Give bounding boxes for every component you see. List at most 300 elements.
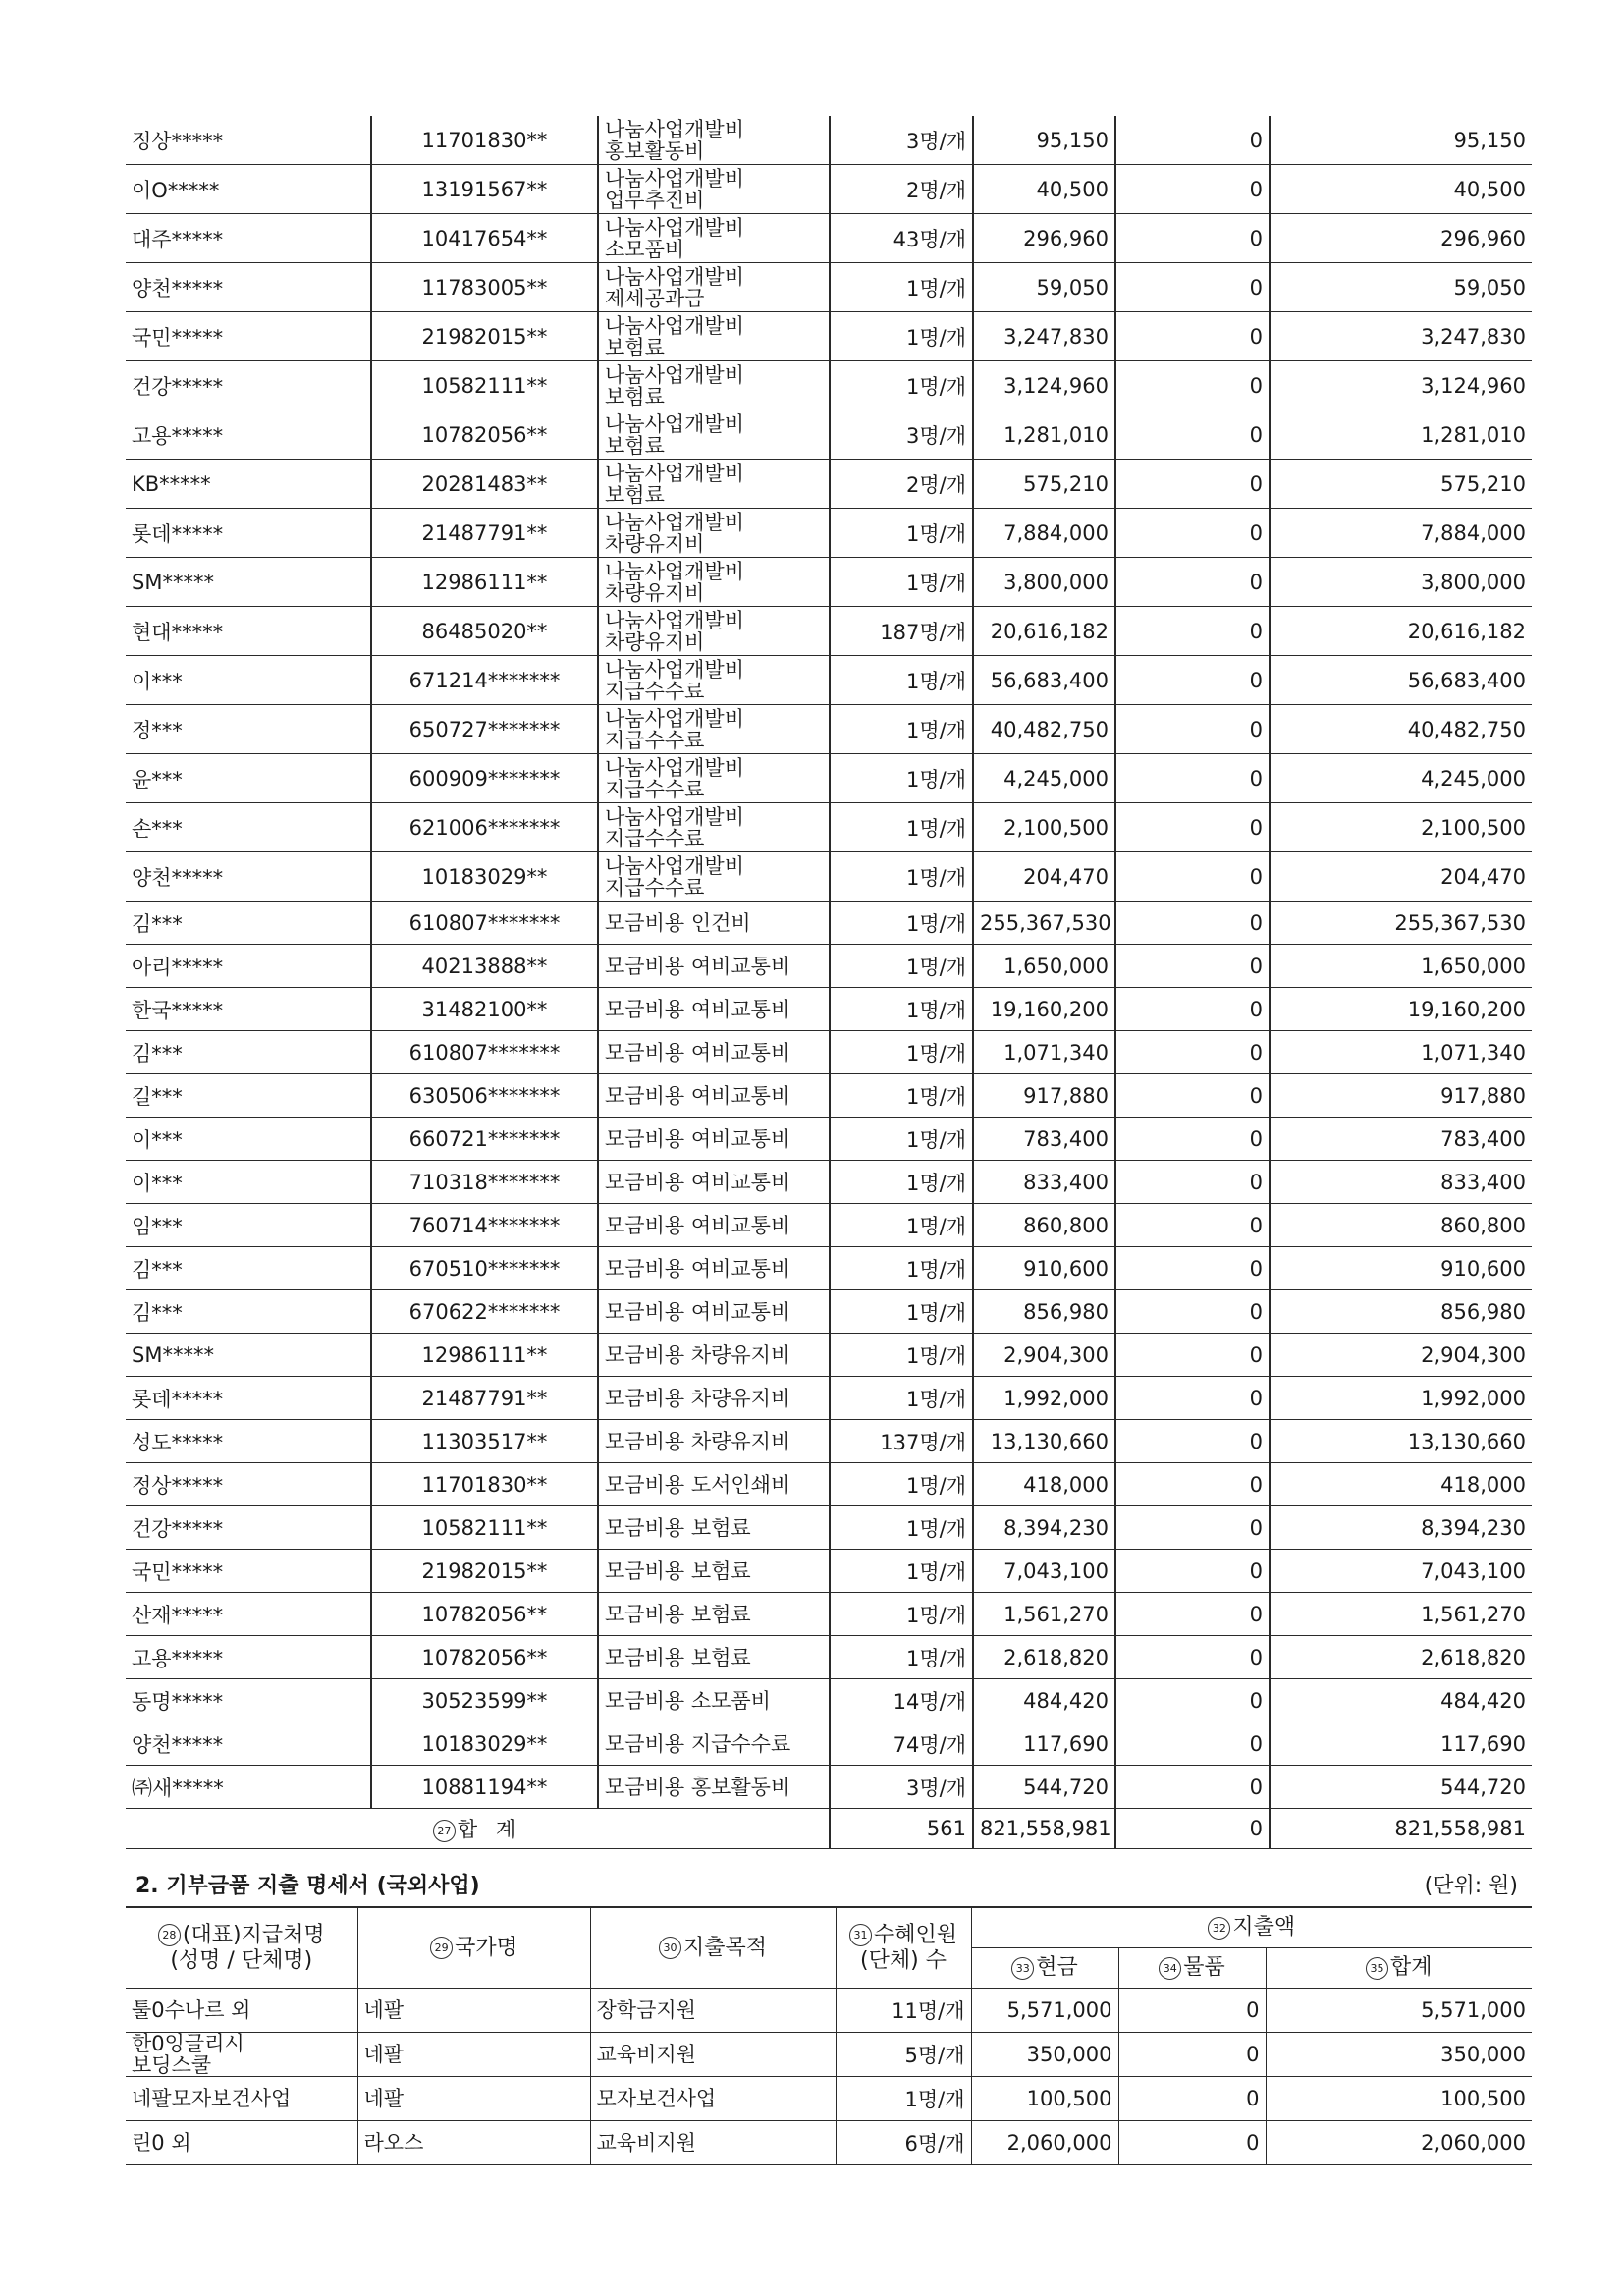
expense-purpose bbox=[598, 312, 830, 361]
header-cash bbox=[971, 1948, 1118, 1989]
business-number: 10782056** bbox=[371, 1593, 598, 1636]
header-purpose-label: 지출목적 bbox=[682, 1935, 767, 1960]
circled-number: 35 bbox=[1366, 1957, 1388, 1980]
table-row bbox=[126, 1074, 1532, 1118]
total-amount: 860,800 bbox=[1270, 1204, 1532, 1247]
table-row bbox=[126, 1118, 1532, 1161]
recipient-line: 보딩스쿨 bbox=[132, 2053, 212, 2077]
total-amount: 1,561,270 bbox=[1270, 1593, 1532, 1636]
header-recipient-line2: (성명 / 단체명) bbox=[170, 1947, 313, 1973]
total-amount: 350,000 bbox=[1266, 2033, 1532, 2077]
table-row bbox=[126, 410, 1532, 460]
expense-purpose bbox=[598, 1204, 830, 1247]
beneficiary-count: 1명/개 bbox=[830, 361, 973, 410]
business-number: 621006******* bbox=[371, 803, 598, 852]
total-goods: 0 bbox=[1115, 1809, 1270, 1849]
beneficiary-count: 1명/개 bbox=[830, 509, 973, 558]
purpose-line: 나눔사업개발비 bbox=[605, 264, 745, 289]
total-amount: 1,071,340 bbox=[1270, 1031, 1532, 1074]
business-number: 21982015** bbox=[371, 1550, 598, 1593]
table-row bbox=[126, 1463, 1532, 1506]
recipient-name: 고용***** bbox=[126, 1636, 371, 1679]
recipient-name: KB***** bbox=[126, 460, 371, 509]
purpose-line: 나눔사업개발비 bbox=[605, 608, 745, 632]
beneficiary-count: 137명/개 bbox=[830, 1420, 973, 1463]
beneficiary-count: 2명/개 bbox=[830, 460, 973, 509]
circled-number: 29 bbox=[430, 1937, 453, 1959]
beneficiary-count: 3명/개 bbox=[830, 410, 973, 460]
cash-amount: 7,043,100 bbox=[973, 1550, 1115, 1593]
domestic-total-row bbox=[126, 1809, 1532, 1849]
recipient-name: 이*** bbox=[126, 1161, 371, 1204]
cash-amount: 4,245,000 bbox=[973, 754, 1115, 803]
recipient-name: 정상***** bbox=[126, 116, 371, 165]
recipient-name: 임*** bbox=[126, 1204, 371, 1247]
beneficiary-count: 14명/개 bbox=[830, 1679, 973, 1722]
cash-amount: 56,683,400 bbox=[973, 656, 1115, 705]
header-amount bbox=[971, 1907, 1532, 1948]
business-number: 20281483** bbox=[371, 460, 598, 509]
business-number: 30523599** bbox=[371, 1679, 598, 1722]
purpose-line: 제세공과금 bbox=[605, 286, 705, 310]
recipient-name: SM***** bbox=[126, 558, 371, 607]
total-amount: 2,060,000 bbox=[1266, 2121, 1532, 2165]
beneficiary-count: 2명/개 bbox=[830, 165, 973, 214]
header-goods bbox=[1118, 1948, 1266, 1989]
expense-purpose bbox=[598, 1031, 830, 1074]
goods-amount: 0 bbox=[1115, 1334, 1270, 1377]
recipient-name: 아리***** bbox=[126, 945, 371, 988]
table-row bbox=[126, 656, 1532, 705]
business-number: 660721******* bbox=[371, 1118, 598, 1161]
purpose-line: 모금비용 소모품비 bbox=[605, 1688, 771, 1713]
section-2-title: 2. 기부금품 지출 명세서 (국외사업) bbox=[135, 1874, 480, 1898]
goods-amount: 0 bbox=[1115, 1679, 1270, 1722]
header-country bbox=[357, 1907, 590, 1989]
goods-amount: 0 bbox=[1115, 361, 1270, 410]
table-row bbox=[126, 558, 1532, 607]
cash-amount: 917,880 bbox=[973, 1074, 1115, 1118]
table-row bbox=[126, 2121, 1532, 2165]
recipient-name: 손*** bbox=[126, 803, 371, 852]
total-cash: 821,558,981 bbox=[973, 1809, 1115, 1849]
beneficiary-count: 3명/개 bbox=[830, 1766, 973, 1809]
total-amount: 204,470 bbox=[1270, 852, 1532, 902]
business-number: 12986111** bbox=[371, 1334, 598, 1377]
goods-amount: 0 bbox=[1115, 1593, 1270, 1636]
beneficiary-count: 1명/개 bbox=[830, 1506, 973, 1550]
beneficiary-count: 1명/개 bbox=[830, 852, 973, 902]
expense-purpose bbox=[598, 803, 830, 852]
goods-amount: 0 bbox=[1115, 705, 1270, 754]
circled-number: 27 bbox=[433, 1820, 456, 1842]
table-row bbox=[126, 2077, 1532, 2121]
table-row bbox=[126, 1636, 1532, 1679]
table-row bbox=[126, 1722, 1532, 1766]
beneficiary-count: 1명/개 bbox=[830, 263, 973, 312]
circled-number: 28 bbox=[158, 1924, 181, 1946]
goods-amount: 0 bbox=[1115, 1031, 1270, 1074]
beneficiary-count: 1명/개 bbox=[830, 558, 973, 607]
table-row bbox=[126, 1506, 1532, 1550]
expense-purpose bbox=[598, 852, 830, 902]
table-row bbox=[126, 1550, 1532, 1593]
beneficiary-count: 187명/개 bbox=[830, 607, 973, 656]
purpose-line: 나눔사업개발비 bbox=[605, 804, 745, 829]
table-row bbox=[126, 165, 1532, 214]
goods-amount: 0 bbox=[1115, 460, 1270, 509]
beneficiary-count: 1명/개 bbox=[830, 803, 973, 852]
total-amount: 4,245,000 bbox=[1270, 754, 1532, 803]
table-row bbox=[126, 1377, 1532, 1420]
goods-amount: 0 bbox=[1115, 852, 1270, 902]
business-number: 21487791** bbox=[371, 1377, 598, 1420]
purpose-line: 차량유지비 bbox=[605, 629, 705, 654]
recipient-line: 네팔모자보건사업 bbox=[132, 2087, 292, 2110]
recipient-name: 길*** bbox=[126, 1074, 371, 1118]
total-amount: 7,884,000 bbox=[1270, 509, 1532, 558]
beneficiary-count: 1명/개 bbox=[830, 1377, 973, 1420]
goods-amount: 0 bbox=[1118, 2121, 1266, 2165]
goods-amount: 0 bbox=[1115, 1420, 1270, 1463]
cash-amount: 2,100,500 bbox=[973, 803, 1115, 852]
overseas-header-row-1 bbox=[126, 1907, 1532, 1948]
purpose-line: 모금비용 여비교통비 bbox=[605, 1170, 791, 1194]
total-amount: 2,904,300 bbox=[1270, 1334, 1532, 1377]
expense-purpose bbox=[598, 165, 830, 214]
recipient-name: 김*** bbox=[126, 1247, 371, 1290]
business-number: 31482100** bbox=[371, 988, 598, 1031]
cash-amount: 40,482,750 bbox=[973, 705, 1115, 754]
total-amount: 56,683,400 bbox=[1270, 656, 1532, 705]
total-amount: 296,960 bbox=[1270, 214, 1532, 263]
table-row bbox=[126, 263, 1532, 312]
expense-purpose bbox=[598, 1636, 830, 1679]
cash-amount: 95,150 bbox=[973, 116, 1115, 165]
purpose-line: 나눔사업개발비 bbox=[605, 755, 745, 780]
goods-amount: 0 bbox=[1115, 1247, 1270, 1290]
purpose-line: 차량유지비 bbox=[605, 531, 705, 556]
domestic-table-body bbox=[126, 116, 1532, 1809]
expense-purpose bbox=[598, 509, 830, 558]
purpose-line: 나눔사업개발비 bbox=[605, 657, 745, 682]
goods-amount: 0 bbox=[1115, 410, 1270, 460]
total-amount: 917,880 bbox=[1270, 1074, 1532, 1118]
domestic-expense-table bbox=[126, 116, 1532, 1809]
circled-number: 31 bbox=[849, 1924, 872, 1946]
table-row bbox=[126, 705, 1532, 754]
total-amount: 8,394,230 bbox=[1270, 1506, 1532, 1550]
table-row bbox=[126, 1334, 1532, 1377]
cash-amount: 2,060,000 bbox=[971, 2121, 1118, 2165]
circled-number: 33 bbox=[1011, 1957, 1034, 1980]
cash-amount: 7,884,000 bbox=[973, 509, 1115, 558]
recipient-name: 건강***** bbox=[126, 361, 371, 410]
expense-purpose bbox=[598, 1290, 830, 1334]
total-amount: 1,650,000 bbox=[1270, 945, 1532, 988]
expense-purpose: 모자보건사업 bbox=[590, 2077, 836, 2121]
cash-amount: 59,050 bbox=[973, 263, 1115, 312]
beneficiary-count: 1명/개 bbox=[830, 1247, 973, 1290]
expense-purpose bbox=[598, 1766, 830, 1809]
total-amount: 575,210 bbox=[1270, 460, 1532, 509]
business-number: 11303517** bbox=[371, 1420, 598, 1463]
expense-purpose bbox=[598, 754, 830, 803]
recipient-name: 정*** bbox=[126, 705, 371, 754]
recipient-name bbox=[126, 2121, 357, 2165]
purpose-line: 모금비용 인건비 bbox=[605, 910, 751, 935]
cash-amount: 544,720 bbox=[973, 1766, 1115, 1809]
overseas-table-body bbox=[126, 1989, 1532, 2165]
expense-purpose bbox=[598, 607, 830, 656]
table-row bbox=[126, 1420, 1532, 1463]
cash-amount: 296,960 bbox=[973, 214, 1115, 263]
cash-amount: 1,992,000 bbox=[973, 1377, 1115, 1420]
beneficiary-count: 1명/개 bbox=[830, 945, 973, 988]
expense-purpose: 장학금지원 bbox=[590, 1989, 836, 2033]
recipient-name: 김*** bbox=[126, 1290, 371, 1334]
total-amount: 255,367,530 bbox=[1270, 902, 1532, 945]
recipient-name: 김*** bbox=[126, 1031, 371, 1074]
recipient-name: 이O***** bbox=[126, 165, 371, 214]
recipient-name: 롯데***** bbox=[126, 509, 371, 558]
recipient-name bbox=[126, 1989, 357, 2033]
beneficiary-count: 1명/개 bbox=[836, 2077, 971, 2121]
cash-amount: 255,367,530 bbox=[973, 902, 1115, 945]
expense-purpose bbox=[598, 1506, 830, 1550]
purpose-line: 소모품비 bbox=[605, 237, 685, 261]
business-number: 21487791** bbox=[371, 509, 598, 558]
total-amount: 19,160,200 bbox=[1270, 988, 1532, 1031]
cash-amount: 20,616,182 bbox=[973, 607, 1115, 656]
total-amount: 20,616,182 bbox=[1270, 607, 1532, 656]
purpose-line: 나눔사업개발비 bbox=[605, 166, 745, 191]
expense-purpose bbox=[598, 410, 830, 460]
recipient-name: SM***** bbox=[126, 1334, 371, 1377]
goods-amount: 0 bbox=[1115, 1463, 1270, 1506]
beneficiary-count: 1명/개 bbox=[830, 1636, 973, 1679]
goods-amount: 0 bbox=[1115, 607, 1270, 656]
cash-amount: 833,400 bbox=[973, 1161, 1115, 1204]
business-number: 13191567** bbox=[371, 165, 598, 214]
cash-amount: 3,800,000 bbox=[973, 558, 1115, 607]
cash-amount: 910,600 bbox=[973, 1247, 1115, 1290]
purpose-line: 나눔사업개발비 bbox=[605, 362, 745, 387]
business-number: 670510******* bbox=[371, 1247, 598, 1290]
cash-amount: 418,000 bbox=[973, 1463, 1115, 1506]
cash-amount: 40,500 bbox=[973, 165, 1115, 214]
cash-amount: 5,571,000 bbox=[971, 1989, 1118, 2033]
goods-amount: 0 bbox=[1115, 656, 1270, 705]
purpose-line: 지급수수료 bbox=[605, 777, 705, 801]
business-number: 10417654** bbox=[371, 214, 598, 263]
expense-purpose bbox=[598, 1247, 830, 1290]
purpose-line: 모금비용 보험료 bbox=[605, 1558, 751, 1583]
beneficiary-count: 1명/개 bbox=[830, 1550, 973, 1593]
cash-amount: 117,690 bbox=[973, 1722, 1115, 1766]
goods-amount: 0 bbox=[1115, 1377, 1270, 1420]
circled-number: 30 bbox=[659, 1937, 681, 1959]
recipient-line: 한0잉글리시 bbox=[132, 2032, 244, 2055]
total-label-cell bbox=[126, 1809, 830, 1849]
cash-amount: 484,420 bbox=[973, 1679, 1115, 1722]
cash-amount: 350,000 bbox=[971, 2033, 1118, 2077]
business-number: 12986111** bbox=[371, 558, 598, 607]
recipient-name: 고용***** bbox=[126, 410, 371, 460]
table-row bbox=[126, 116, 1532, 165]
business-number: 600909******* bbox=[371, 754, 598, 803]
overseas-expense-table bbox=[126, 1906, 1532, 2165]
total-amount: 484,420 bbox=[1270, 1679, 1532, 1722]
cash-amount: 8,394,230 bbox=[973, 1506, 1115, 1550]
beneficiary-count: 74명/개 bbox=[830, 1722, 973, 1766]
purpose-line: 나눔사업개발비 bbox=[605, 313, 745, 338]
purpose-line: 보험료 bbox=[605, 482, 665, 507]
table-row bbox=[126, 803, 1532, 852]
purpose-line: 나눔사업개발비 bbox=[605, 853, 745, 878]
cash-amount: 860,800 bbox=[973, 1204, 1115, 1247]
goods-amount: 0 bbox=[1115, 263, 1270, 312]
purpose-line: 나눔사업개발비 bbox=[605, 411, 745, 436]
total-amount: 95,150 bbox=[1270, 116, 1532, 165]
business-number: 630506******* bbox=[371, 1074, 598, 1118]
header-goods-label: 물품 bbox=[1183, 1955, 1225, 1980]
total-amount: 2,618,820 bbox=[1270, 1636, 1532, 1679]
recipient-name: 양천***** bbox=[126, 263, 371, 312]
beneficiary-count: 1명/개 bbox=[830, 988, 973, 1031]
business-number: 710318******* bbox=[371, 1161, 598, 1204]
domestic-total-table bbox=[126, 1809, 1532, 1849]
purpose-line: 모금비용 여비교통비 bbox=[605, 1213, 791, 1237]
recipient-name bbox=[126, 2033, 357, 2077]
expense-purpose bbox=[598, 1463, 830, 1506]
header-total-label: 합계 bbox=[1390, 1955, 1433, 1980]
goods-amount: 0 bbox=[1115, 116, 1270, 165]
cash-amount: 575,210 bbox=[973, 460, 1115, 509]
header-recipient-line1: (대표)지급처명 bbox=[182, 1922, 325, 1947]
purpose-line: 모금비용 지급수수료 bbox=[605, 1731, 791, 1756]
recipient-name: 건강***** bbox=[126, 1506, 371, 1550]
table-row bbox=[126, 945, 1532, 988]
cash-amount: 1,281,010 bbox=[973, 410, 1115, 460]
cash-amount: 2,618,820 bbox=[973, 1636, 1115, 1679]
business-number: 10782056** bbox=[371, 410, 598, 460]
table-row bbox=[126, 1679, 1532, 1722]
expense-purpose bbox=[598, 1679, 830, 1722]
total-amount: 833,400 bbox=[1270, 1161, 1532, 1204]
beneficiary-count: 1명/개 bbox=[830, 1074, 973, 1118]
beneficiary-count: 1명/개 bbox=[830, 705, 973, 754]
recipient-name: ㈜새***** bbox=[126, 1766, 371, 1809]
goods-amount: 0 bbox=[1115, 1204, 1270, 1247]
expense-purpose bbox=[598, 1074, 830, 1118]
business-number: 671214******* bbox=[371, 656, 598, 705]
expense-purpose bbox=[598, 214, 830, 263]
section-2-header bbox=[126, 1849, 1532, 1906]
purpose-line: 모금비용 보험료 bbox=[605, 1602, 751, 1626]
goods-amount: 0 bbox=[1118, 2077, 1266, 2121]
purpose-line: 모금비용 여비교통비 bbox=[605, 954, 791, 978]
recipient-name: 이*** bbox=[126, 1118, 371, 1161]
cash-amount: 856,980 bbox=[973, 1290, 1115, 1334]
total-amount: 3,800,000 bbox=[1270, 558, 1532, 607]
expense-purpose bbox=[598, 1161, 830, 1204]
recipient-name: 양천***** bbox=[126, 852, 371, 902]
expense-purpose bbox=[598, 1334, 830, 1377]
purpose-line: 나눔사업개발비 bbox=[605, 706, 745, 731]
table-row bbox=[126, 1204, 1532, 1247]
total-amount: 13,130,660 bbox=[1270, 1420, 1532, 1463]
beneficiary-count: 1명/개 bbox=[830, 1118, 973, 1161]
goods-amount: 0 bbox=[1118, 1989, 1266, 2033]
cash-amount: 1,650,000 bbox=[973, 945, 1115, 988]
beneficiary-count: 1명/개 bbox=[830, 754, 973, 803]
table-row bbox=[126, 509, 1532, 558]
table-row bbox=[126, 2033, 1532, 2077]
table-row bbox=[126, 607, 1532, 656]
total-amount: 40,482,750 bbox=[1270, 705, 1532, 754]
recipient-name: 국민***** bbox=[126, 1550, 371, 1593]
total-amount: 856,980 bbox=[1270, 1290, 1532, 1334]
total-amount: 1,992,000 bbox=[1270, 1377, 1532, 1420]
header-amount-label: 지출액 bbox=[1232, 1915, 1296, 1940]
purpose-line: 모금비용 차량유지비 bbox=[605, 1386, 791, 1410]
business-number: 11701830** bbox=[371, 116, 598, 165]
header-count-line1: 수혜인원 bbox=[873, 1922, 957, 1947]
business-number: 11783005** bbox=[371, 263, 598, 312]
goods-amount: 0 bbox=[1115, 1636, 1270, 1679]
goods-amount: 0 bbox=[1115, 1766, 1270, 1809]
purpose-line: 모금비용 도서인쇄비 bbox=[605, 1472, 791, 1497]
header-count-line2: (단체) 수 bbox=[860, 1947, 947, 1973]
goods-amount: 0 bbox=[1115, 1290, 1270, 1334]
purpose-line: 보험료 bbox=[605, 384, 665, 409]
beneficiary-count: 1명/개 bbox=[830, 902, 973, 945]
table-row bbox=[126, 214, 1532, 263]
table-row bbox=[126, 1031, 1532, 1074]
business-number: 40213888** bbox=[371, 945, 598, 988]
recipient-name: 양천***** bbox=[126, 1722, 371, 1766]
recipient-name: 롯데***** bbox=[126, 1377, 371, 1420]
beneficiary-count: 1명/개 bbox=[830, 1161, 973, 1204]
business-number: 10881194** bbox=[371, 1766, 598, 1809]
total-count: 561 bbox=[830, 1809, 973, 1849]
business-number: 760714******* bbox=[371, 1204, 598, 1247]
expense-purpose bbox=[598, 460, 830, 509]
purpose-line: 모금비용 홍보활동비 bbox=[605, 1775, 791, 1799]
goods-amount: 0 bbox=[1115, 558, 1270, 607]
expense-purpose bbox=[598, 1118, 830, 1161]
recipient-name: 동명***** bbox=[126, 1679, 371, 1722]
total-amount: 2,100,500 bbox=[1270, 803, 1532, 852]
recipient-name: 현대***** bbox=[126, 607, 371, 656]
beneficiary-count: 11명/개 bbox=[836, 1989, 971, 2033]
goods-amount: 0 bbox=[1115, 214, 1270, 263]
expense-purpose bbox=[598, 1550, 830, 1593]
total-amount: 783,400 bbox=[1270, 1118, 1532, 1161]
table-row bbox=[126, 1766, 1532, 1809]
cash-amount: 13,130,660 bbox=[973, 1420, 1115, 1463]
purpose-line: 모금비용 보험료 bbox=[605, 1645, 751, 1669]
expense-purpose bbox=[598, 705, 830, 754]
recipient-name: 한국***** bbox=[126, 988, 371, 1031]
country-name: 네팔 bbox=[357, 2077, 590, 2121]
recipient-line: 툴0수나르 외 bbox=[132, 1998, 251, 2022]
goods-amount: 0 bbox=[1115, 1550, 1270, 1593]
purpose-line: 모금비용 보험료 bbox=[605, 1515, 751, 1540]
beneficiary-count: 1명/개 bbox=[830, 1593, 973, 1636]
beneficiary-count: 1명/개 bbox=[830, 1204, 973, 1247]
